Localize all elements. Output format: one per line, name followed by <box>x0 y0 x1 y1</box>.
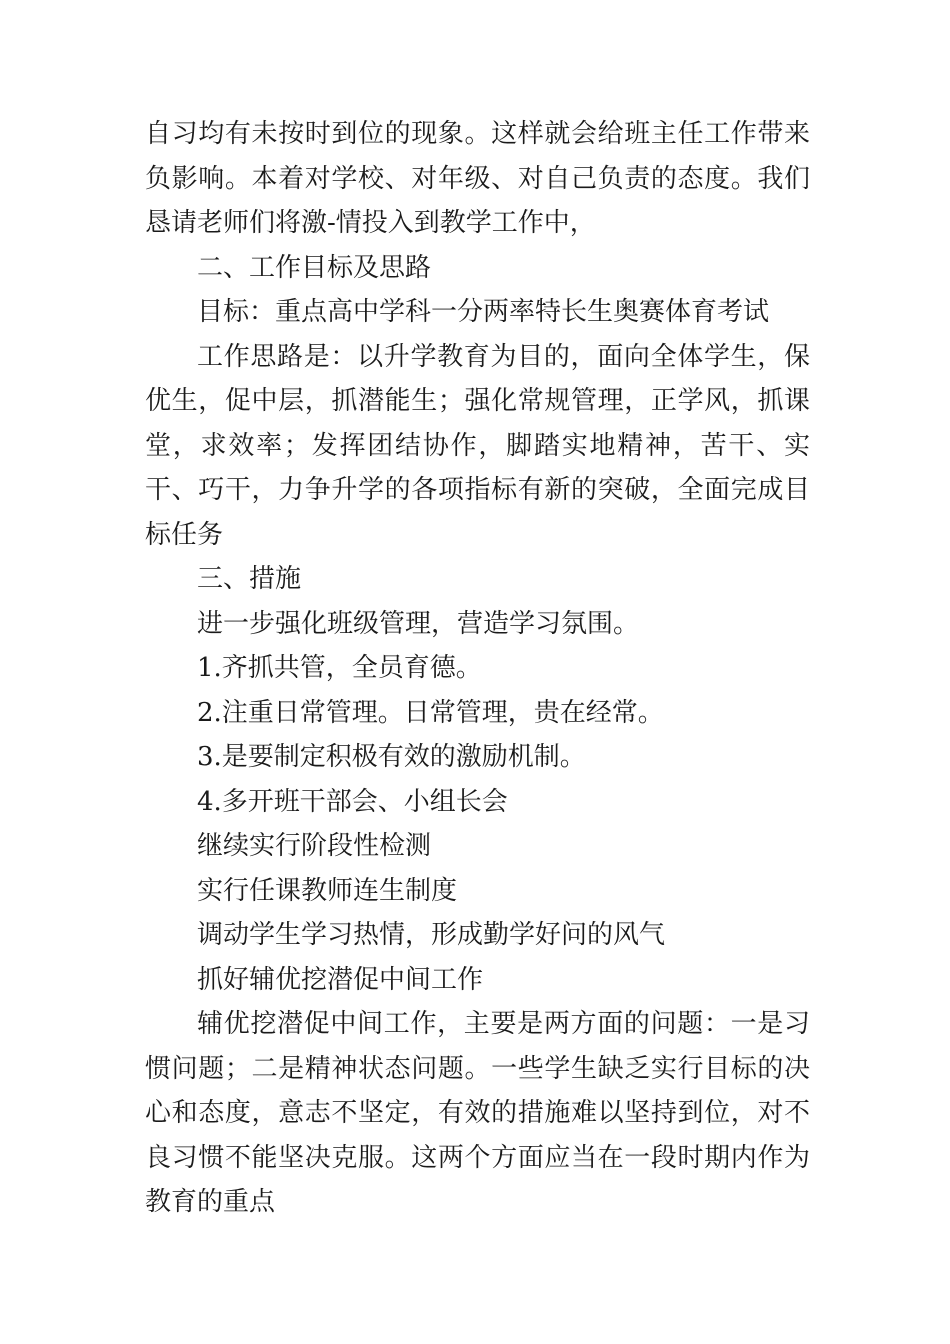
paragraph: 继续实行阶段性检测 <box>197 831 432 861</box>
section-heading-measures: 三、措施 <box>197 564 302 594</box>
paragraph: 辅优挖潜促中间工作，主要是两方面的问题：一是习惯问题；二是精神状态问题。一些学生缺乏实行目标的决心和态度，意志不坚定，有效的措施难以坚持到位，对不良习惯不能坚决克服。这两个方面应当在一段时期内作为教育的重点 <box>145 1009 810 1217</box>
paragraph: 自习均有未按时到位的现象。这样就会给班主任工作带来负影响。本着对学校、对年级、对自己负责的态度。我们恳请老师们将激-情投入到教学工作中， <box>145 119 810 238</box>
paragraph: 调动学生学习热情，形成勤学好问的风气 <box>197 920 666 950</box>
list-item: 2.注重日常管理。日常管理，贵在经常。 <box>197 697 664 728</box>
paragraph: 工作思路是：以升学教育为目的，面向全体学生，保优生，促中层，抓潜能生；强化常规管理，正学风，抓课堂，求效率；发挥团结协作，脚踏实地精神，苦干、实干、巧干，力争升学的各项指标有新的突破，全面完成目标任务 <box>145 341 810 550</box>
paragraph: 目标：重点高中学科一分两率特长生奥赛体育考试 <box>197 297 770 327</box>
paragraph: 实行任课教师连生制度 <box>197 875 458 906</box>
paragraph: 抓好辅优挖潜促中间工作 <box>197 964 484 995</box>
paragraph: 进一步强化班级管理，营造学习氛围。 <box>197 608 640 639</box>
list-item: 3.是要制定积极有效的激励机制。 <box>197 742 586 772</box>
list-item: 4.多开班干部会、小组长会 <box>197 786 508 817</box>
section-heading-goals: 二、工作目标及思路 <box>197 252 432 283</box>
document-body <box>145 112 810 1225</box>
list-item: 1.齐抓共管，全员育德。 <box>197 653 482 683</box>
